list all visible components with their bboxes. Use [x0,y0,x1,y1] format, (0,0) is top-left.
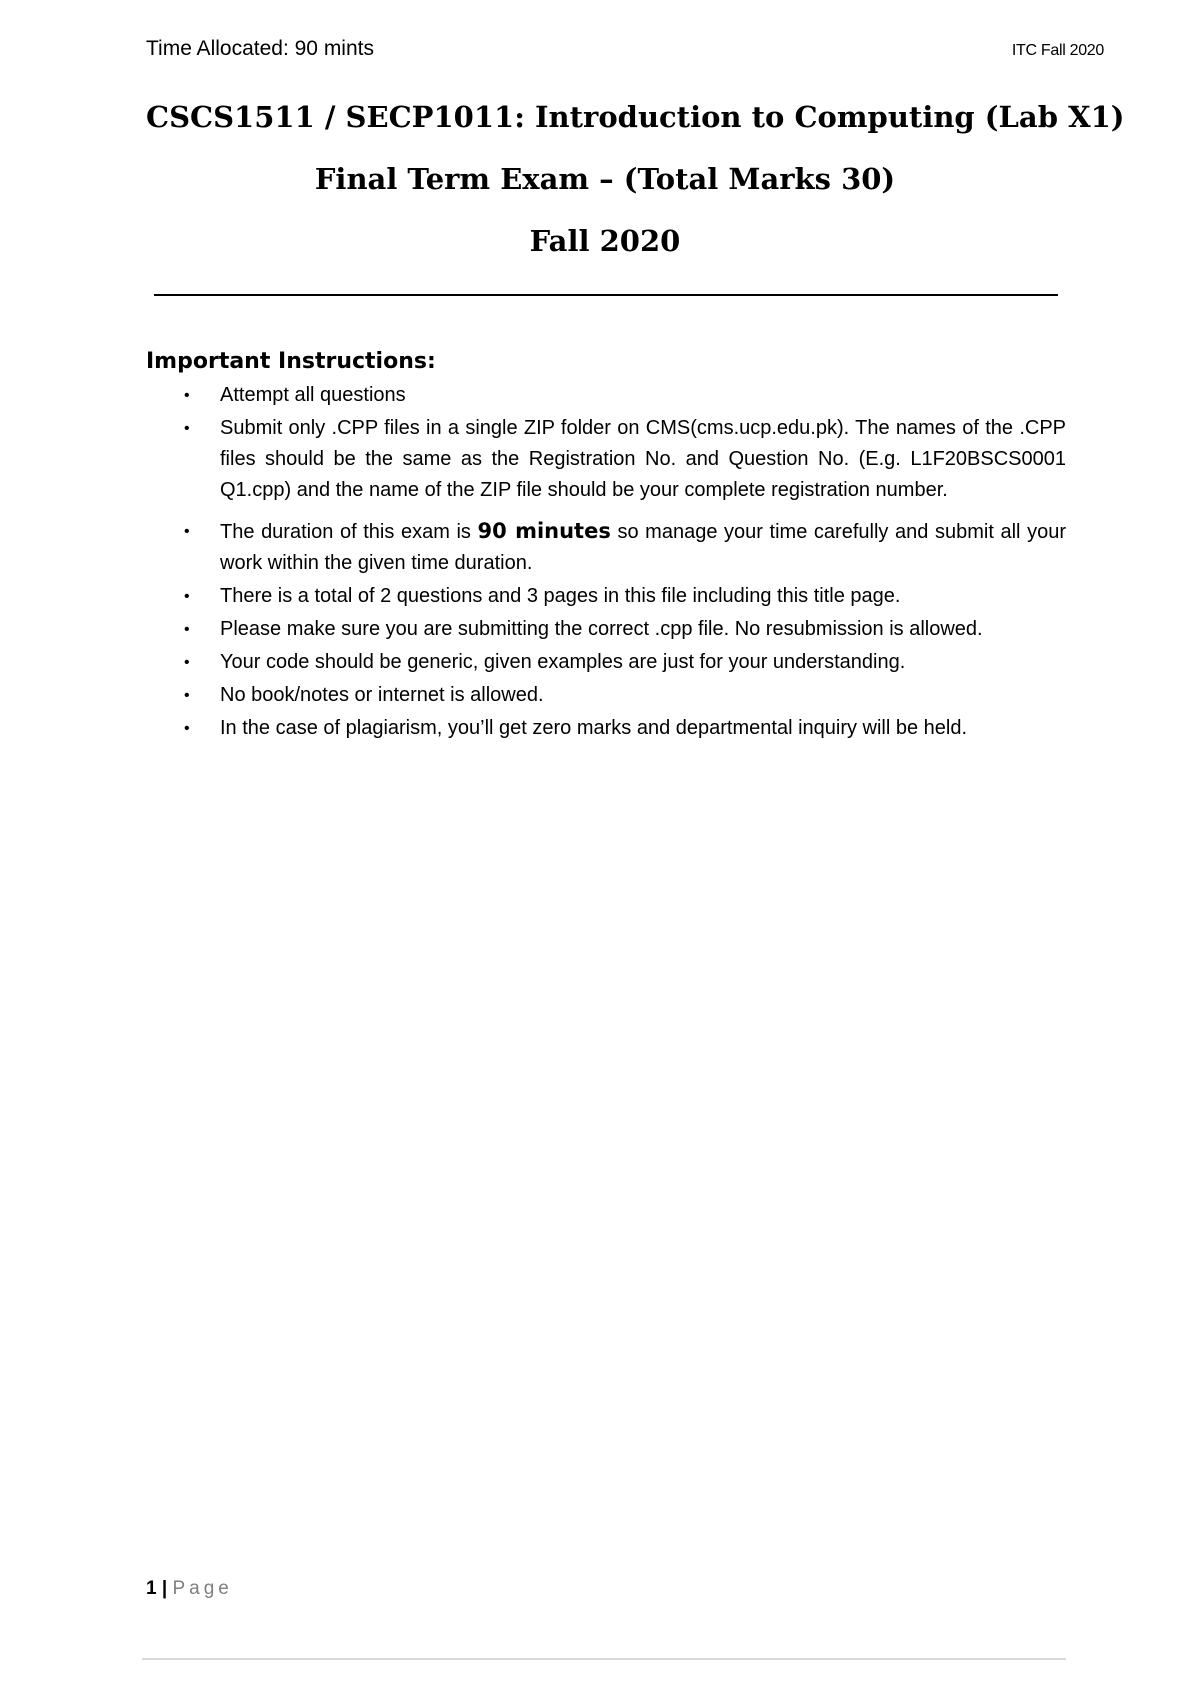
instruction-text: Submit only .CPP files in a single ZIP folder on CMS(cms.ucp.edu.pk). The names of the .CPP files should be the same as the Registration No. and Question No. (E.g. L1F20BSCS0001 Q1.cpp) and the name of the ZIP file should be your complete registration number. [220,417,1066,501]
bullet-icon: • [184,621,190,638]
footer-divider [142,1658,1066,1660]
page-footer [146,1578,233,1600]
title-divider [154,294,1058,296]
page-number: 1 [146,1578,157,1599]
instruction-item [146,713,1066,744]
bullet-icon: • [184,687,190,704]
instruction-text: There is a total of 2 questions and 3 pages in this file including this title page. [220,585,901,607]
exam-title: Final Term Exam – (Total Marks 30) [314,162,896,196]
bullet-icon: • [184,523,190,540]
term-title: Fall 2020 [529,224,681,258]
instruction-item [146,413,1066,506]
page-label: Page [172,1578,233,1599]
instruction-item [146,516,1066,579]
bullet-icon: • [184,588,190,605]
bullet-icon: • [184,420,190,437]
bullet-icon: • [184,654,190,671]
instruction-text-after: so manage your time carefully and submit all your work within the given time duration. [220,521,1067,574]
instruction-item [146,380,1066,411]
bullet-icon: • [184,387,190,404]
instruction-item [146,614,1066,645]
instruction-item [146,680,1066,711]
instruction-text: Your code should be generic, given examples are just for your understanding. [220,651,906,673]
instructions-section [146,349,1066,746]
header-time-allocated: Time Allocated: 90 mints [146,37,374,60]
instruction-emphasis-duration: 90 minutes [477,519,611,543]
footer-separator: | [161,1578,168,1599]
instructions-list [146,380,1066,744]
instruction-text: No book/notes or internet is allowed. [220,684,544,706]
instruction-item [146,581,1066,612]
instruction-item [146,647,1066,678]
instruction-text: Please make sure you are submitting the correct .cpp file. No resubmission is allowed. [220,618,983,640]
header-course-term: ITC Fall 2020 [1011,42,1104,59]
instruction-text: Attempt all questions [220,384,406,406]
course-title: CSCS1511 / SECP1011: Introduction to Computing (Lab X1) [146,100,1125,134]
instruction-text: In the case of plagiarism, you’ll get zero marks and departmental inquiry will be held. [220,717,968,739]
instructions-heading: Important Instructions: [146,349,436,374]
bullet-icon: • [184,720,190,737]
instruction-text-before: The duration of this exam is [220,521,478,543]
title-block [146,100,1125,286]
